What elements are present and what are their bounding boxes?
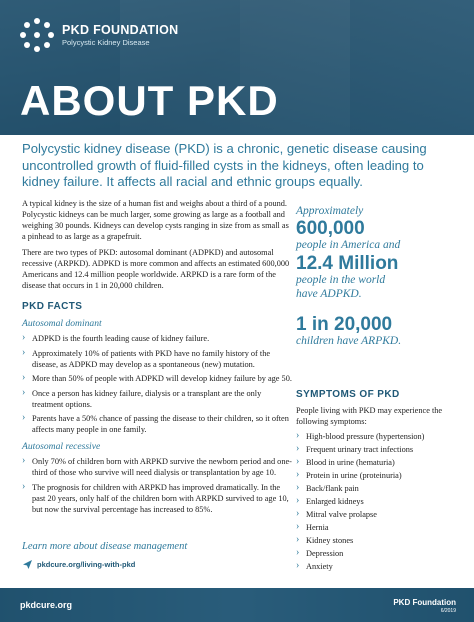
stat-approx: Approximately [296, 205, 364, 217]
list-item: › The prognosis for children with ARPKD has improved dramatically. In the past 20 years, only half of the children born with ARPKD survived to age 10, but now the survival percentage has increased to 85%. [22, 482, 292, 515]
symptoms-intro: People living with PKD may experience the following symptoms: [296, 405, 443, 426]
body-paragraph: There are two types of PKD: autosomal dominant (ADPKD) and autosomal recessive (ARPKD). ADPKD is more common and affects an estimated 600,000 Americans and 12.4 million people worldwide. ARPKD is a rare form of the disease that occurs in 1 in 20,000 children. [22, 248, 290, 290]
list-item: › Anxiety [296, 560, 456, 573]
facts-heading: PKD FACTS [22, 301, 83, 312]
stat-world-label: people in the world have ADPKD. [296, 274, 386, 300]
list-item: › Enlarged kidneys [296, 495, 456, 508]
list-item: › Frequent urinary tract infections [296, 443, 456, 456]
list-item: › Kidney stones [296, 534, 456, 547]
footer-site-link[interactable]: pkdcure.org [20, 600, 73, 610]
list-item: › Once a person has kidney failure, dialysis or a transplant are the only treatment options. [22, 388, 292, 410]
pkd-foundation-logo[interactable] [20, 18, 178, 52]
symptoms-heading: SYMPTOMS OF PKD [296, 388, 400, 400]
living-with-pkd-link[interactable]: pkdcure.org/living-with-pkd [37, 560, 136, 569]
footer-org-name: PKD Foundation [393, 598, 456, 607]
list-item: › Approximately 10% of patients with PKD have no family history of the disease, as ADPKD may develop as a spontaneous (new) mutation. [22, 348, 292, 370]
list-item: › Protein in urine (proteinuria) [296, 469, 456, 482]
symptoms-list [296, 430, 456, 573]
footer-org [393, 598, 456, 614]
link-row[interactable] [22, 559, 135, 570]
send-arrow-icon [22, 559, 33, 570]
list-item: › Blood in urine (hematuria) [296, 456, 456, 469]
recessive-list [22, 456, 292, 515]
list-item: › ADPKD is the fourth leading cause of kidney failure. [22, 333, 292, 344]
logo-title: PKD FOUNDATION [62, 23, 179, 37]
recessive-heading: Autosomal recessive [22, 441, 101, 452]
list-item: › Hernia [296, 521, 456, 534]
body-paragraph: A typical kidney is the size of a human fist and weighs about a third of a pound. Polycystic kidneys can be much larger, some growing as large as a football and weighing 30 pounds. Kidneys can develop cysts ranging in size from as small as a pinhead to as large as a grapefruit. [22, 199, 289, 241]
stat-children-number: 1 in 20,000 [296, 314, 393, 335]
intro-text: Polycystic kidney disease (PKD) is a chronic, genetic disease causing uncontrolled growth of fluid-filled cysts in the kidneys, often leading to kidney failure. It affects all racial and ethnic groups equally. [22, 141, 427, 189]
right-column [296, 205, 456, 573]
dominant-list [22, 333, 292, 435]
left-column [22, 198, 292, 518]
list-item: › More than 50% of people with ADPKD will develop kidney failure by age 50. [22, 373, 292, 384]
stat-america-number: 600,000 [296, 217, 365, 239]
stat-children-label: children have ARPKD. [296, 335, 402, 347]
list-item: › Back/flank pain [296, 482, 456, 495]
page-title: ABOUT PKD [20, 77, 279, 124]
stat-world-number: 12.4 Million [296, 253, 399, 274]
dominant-heading: Autosomal dominant [22, 318, 102, 329]
stat-america-label: people in America and [296, 238, 401, 251]
header-banner [0, 0, 474, 135]
logo-subtitle: Polycystic Kidney Disease [62, 38, 150, 47]
footer-date: 6/2019 [440, 608, 456, 614]
list-item: › Only 70% of children born with ARPKD survive the newborn period and one-third of those who survive will need dialysis or transplantation by age 10. [22, 456, 292, 478]
footer-banner [0, 588, 474, 622]
list-item: › Mitral valve prolapse [296, 508, 456, 521]
list-item: › Depression [296, 547, 456, 560]
list-item: › High-blood pressure (hypertension) [296, 430, 456, 443]
list-item: › Parents have a 50% chance of passing the disease to their children, so it often affects many people in one family. [22, 413, 292, 435]
logo-circle-icon [20, 18, 54, 52]
learn-more-text: Learn more about disease management [22, 541, 188, 552]
